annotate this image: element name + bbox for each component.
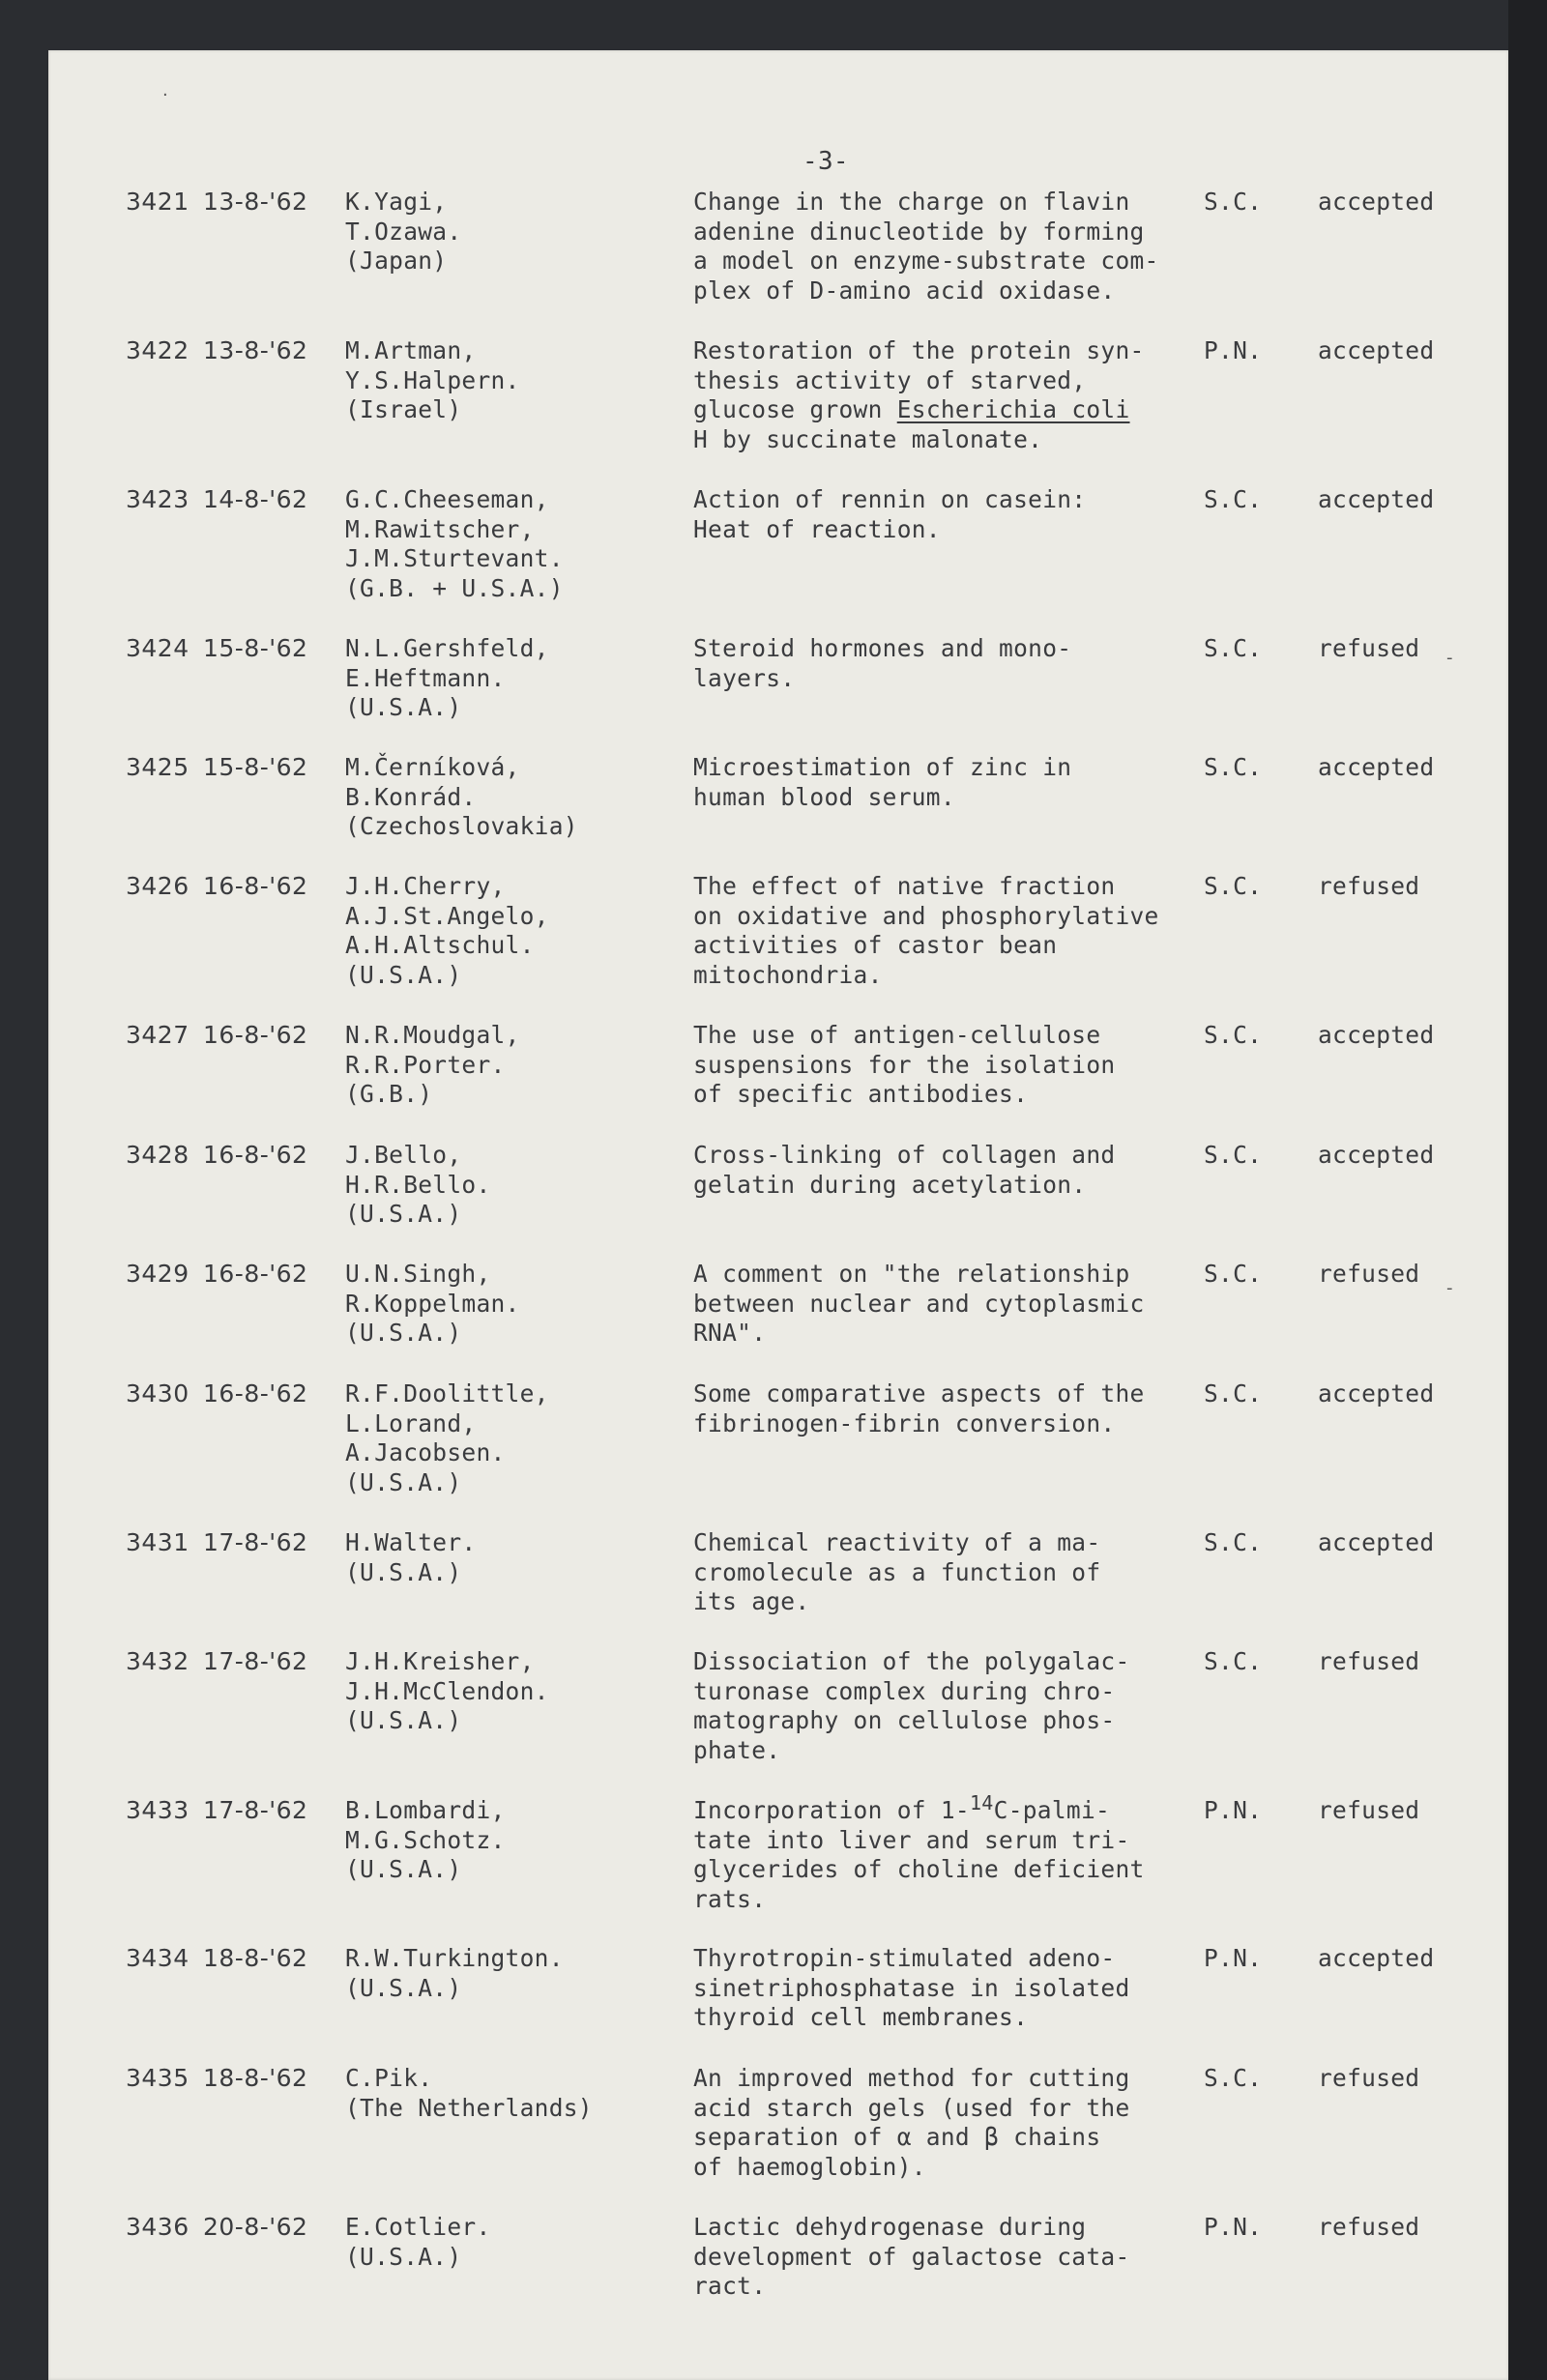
isotope-superscript: 14 xyxy=(969,1790,994,1814)
author-line: L.Lorand, xyxy=(345,1408,477,1437)
entry-date: 16-8-'62 xyxy=(203,1141,308,1169)
entry-authors xyxy=(345,1528,476,1587)
entry-title xyxy=(693,188,1159,305)
title-line: thesis activity of starved, xyxy=(693,365,1087,394)
entry-section-code: S.C. xyxy=(1204,753,1263,781)
title-line: Cross-linking of collagen and xyxy=(693,1141,1116,1169)
document-page xyxy=(48,50,1508,2380)
title-line: cromolecule as a function of xyxy=(693,1557,1101,1586)
title-line: fibrinogen-fibrin conversion. xyxy=(693,1408,1116,1437)
entry-section-code: S.C. xyxy=(1204,1647,1263,1675)
entry-decision: accepted xyxy=(1318,1141,1435,1169)
entry-date: 14-8-'62 xyxy=(203,485,308,513)
title-line: turonase complex during chro- xyxy=(693,1676,1116,1705)
entry-section-code: S.C. xyxy=(1204,485,1263,513)
title-line: rats. xyxy=(693,1884,767,1913)
author-line: J.M.Sturtevant. xyxy=(345,544,564,572)
title-line: Thyrotropin-stimulated adeno- xyxy=(693,1944,1116,1972)
author-line: (Czechoslovakia) xyxy=(345,812,578,840)
entry-number: 3426 xyxy=(126,872,190,900)
title-line: plex of D-amino acid oxidase. xyxy=(693,276,1116,305)
title-line xyxy=(693,1790,1145,1826)
entry-number: 3430 xyxy=(126,1379,190,1408)
entry-title xyxy=(693,2213,1130,2302)
entry-date: 13-8-'62 xyxy=(203,336,308,364)
title-line: mitochondria. xyxy=(693,960,883,989)
author-line: N.L.Gershfeld, xyxy=(345,634,549,662)
entry-date: 18-8-'62 xyxy=(203,1944,308,1972)
entry-section-code: S.C. xyxy=(1204,188,1263,216)
organism-name: Escherichia coli xyxy=(896,395,1130,423)
title-line: A comment on "the relationship xyxy=(693,1260,1130,1288)
title-line: RNA". xyxy=(693,1319,767,1347)
entry-section-code: S.C. xyxy=(1204,1260,1263,1288)
entry-number: 3434 xyxy=(126,1944,190,1972)
entry-decision: refused xyxy=(1318,2064,1420,2092)
author-line: (U.S.A.) xyxy=(345,1557,462,1586)
entry-decision: refused xyxy=(1318,1260,1420,1288)
entry-date: 18-8-'62 xyxy=(203,2064,308,2092)
author-line: (U.S.A.) xyxy=(345,2242,462,2271)
entry-decision: accepted xyxy=(1318,1944,1435,1972)
entry-section-code: P.N. xyxy=(1204,336,1263,364)
author-line: R.Koppelman. xyxy=(345,1289,520,1318)
title-line: its age. xyxy=(693,1587,810,1615)
title-text: Incorporation of 1- xyxy=(693,1796,970,1824)
author-line: R.W.Turkington. xyxy=(345,1944,564,1972)
entry-decision: accepted xyxy=(1318,188,1435,216)
title-line: Lactic dehydrogenase during xyxy=(693,2213,1087,2241)
author-line: R.F.Doolittle, xyxy=(345,1379,549,1408)
title-line: Microestimation of zinc in xyxy=(693,753,1072,781)
author-line: B.Konrád. xyxy=(345,782,477,811)
entry-authors xyxy=(345,634,549,723)
entry-date: 16-8-'62 xyxy=(203,1260,308,1288)
entry-number: 3428 xyxy=(126,1141,190,1169)
entry-section-code: S.C. xyxy=(1204,2064,1263,2092)
author-line: M.G.Schotz. xyxy=(345,1825,506,1854)
author-line: (U.S.A.) xyxy=(345,1200,462,1228)
entry-authors xyxy=(345,1944,564,2003)
entry-authors xyxy=(345,188,461,276)
entry-decision: refused xyxy=(1318,1796,1420,1824)
entry-decision: accepted xyxy=(1318,1021,1435,1049)
author-line: (Japan) xyxy=(345,247,448,275)
entry-section-code: S.C. xyxy=(1204,1379,1263,1408)
title-line: acid starch gels (used for the xyxy=(693,2093,1130,2122)
author-line: M.Černíková, xyxy=(345,753,520,781)
title-line: An improved method for cutting xyxy=(693,2064,1130,2092)
author-line: B.Lombardi, xyxy=(345,1796,506,1824)
entry-decision: accepted xyxy=(1318,336,1435,364)
margin-tick-mark: - xyxy=(1446,1278,1453,1298)
author-line: A.H.Altschul. xyxy=(345,931,535,959)
entry-authors xyxy=(345,2064,593,2123)
title-line: Heat of reaction. xyxy=(693,514,941,543)
entry-decision: refused xyxy=(1318,1647,1420,1675)
title-line: tate into liver and serum tri- xyxy=(693,1825,1130,1854)
entry-date: 15-8-'62 xyxy=(203,634,308,662)
author-line: (The Netherlands) xyxy=(345,2093,593,2122)
entry-title xyxy=(693,1528,1100,1617)
scan-background-edge xyxy=(1508,0,1547,2380)
title-line: phate. xyxy=(693,1735,781,1764)
entry-number: 3431 xyxy=(126,1528,190,1556)
title-line: H by succinate malonate. xyxy=(693,424,1043,453)
entry-title xyxy=(693,1647,1130,1765)
entry-date: 17-8-'62 xyxy=(203,1796,308,1824)
entry-title xyxy=(693,1141,1115,1200)
author-line: A.J.St.Angelo, xyxy=(345,901,549,930)
entry-decision: accepted xyxy=(1318,1528,1435,1556)
entry-title xyxy=(693,872,1159,990)
author-line: H.R.Bello. xyxy=(345,1170,491,1199)
title-line: The use of antigen-cellulose xyxy=(693,1021,1101,1049)
author-line: (U.S.A.) xyxy=(345,1855,462,1883)
entry-decision: refused xyxy=(1318,634,1420,662)
author-line: G.C.Cheeseman, xyxy=(345,485,549,513)
entry-section-code: S.C. xyxy=(1204,1021,1263,1049)
title-line: Dissociation of the polygalac- xyxy=(693,1647,1130,1675)
title-line: Some comparative aspects of the xyxy=(693,1379,1145,1408)
entry-authors xyxy=(345,753,578,842)
author-line: A.Jacobsen. xyxy=(345,1438,506,1466)
entry-authors xyxy=(345,336,520,425)
author-line: E.Cotlier. xyxy=(345,2213,491,2241)
title-line: matography on cellulose phos- xyxy=(693,1706,1116,1734)
entry-number: 3424 xyxy=(126,634,190,662)
author-line: (U.S.A.) xyxy=(345,693,462,721)
entry-date: 16-8-'62 xyxy=(203,1021,308,1049)
entry-title xyxy=(693,1790,1145,1914)
author-line: (U.S.A.) xyxy=(345,1973,462,2002)
entry-authors xyxy=(345,1260,520,1349)
entry-section-code: S.C. xyxy=(1204,872,1263,900)
title-line: gelatin during acetylation. xyxy=(693,1170,1087,1199)
title-line: thyroid cell membranes. xyxy=(693,2003,1029,2031)
author-line: C.Pik. xyxy=(345,2064,433,2092)
title-line: a model on enzyme-substrate com- xyxy=(693,247,1159,275)
author-line: (Israel) xyxy=(345,395,462,423)
author-line: (U.S.A.) xyxy=(345,1319,462,1347)
title-text: C-palmi- xyxy=(993,1796,1111,1824)
margin-tick-mark: - xyxy=(1446,648,1453,668)
entry-date: 15-8-'62 xyxy=(203,753,308,781)
entry-section-code: P.N. xyxy=(1204,1944,1263,1972)
entry-date: 16-8-'62 xyxy=(203,1379,308,1408)
entry-date: 20-8-'62 xyxy=(203,2213,308,2241)
author-line: J.H.McClendon. xyxy=(345,1676,549,1705)
entry-authors xyxy=(345,2213,491,2272)
author-line: (G.B.) xyxy=(345,1080,433,1108)
author-line: K.Yagi, xyxy=(345,188,448,216)
entry-section-code: S.C. xyxy=(1204,634,1263,662)
author-line: J.Bello, xyxy=(345,1141,462,1169)
title-line: separation of α and β chains xyxy=(693,2123,1101,2151)
entry-date: 17-8-'62 xyxy=(203,1528,308,1556)
title-line: Restoration of the protein syn- xyxy=(693,336,1145,364)
author-line: E.Heftmann. xyxy=(345,663,506,692)
title-line: layers. xyxy=(693,663,796,692)
entry-title xyxy=(693,1379,1145,1438)
entry-decision: refused xyxy=(1318,2213,1420,2241)
entry-number: 3423 xyxy=(126,485,190,513)
page-number: -3- xyxy=(803,147,849,176)
author-line: (G.B. + U.S.A.) xyxy=(345,573,564,602)
title-line: sinetriphosphatase in isolated xyxy=(693,1973,1130,2002)
title-line: Action of rennin on casein: xyxy=(693,485,1087,513)
author-line: N.R.Moudgal, xyxy=(345,1021,520,1049)
entry-number: 3425 xyxy=(126,753,190,781)
title-line: Steroid hormones and mono- xyxy=(693,634,1072,662)
title-line: glycerides of choline deficient xyxy=(693,1855,1145,1883)
author-line: M.Rawitscher, xyxy=(345,514,535,543)
title-line: of haemoglobin). xyxy=(693,2152,926,2181)
entry-title xyxy=(693,634,1071,693)
entry-title xyxy=(693,336,1145,454)
author-line: (U.S.A.) xyxy=(345,960,462,989)
author-line: J.H.Cherry, xyxy=(345,872,506,900)
entry-authors xyxy=(345,1379,549,1497)
author-line: R.R.Porter. xyxy=(345,1050,506,1079)
entry-number: 3435 xyxy=(126,2064,190,2092)
author-line: Y.S.Halpern. xyxy=(345,365,520,394)
title-line: activities of castor bean xyxy=(693,931,1058,959)
title-line: ract. xyxy=(693,2272,767,2300)
entry-number: 3422 xyxy=(126,336,190,364)
author-line: J.H.Kreisher, xyxy=(345,1647,535,1675)
entry-number: 3429 xyxy=(126,1260,190,1288)
title-line: Change in the charge on flavin xyxy=(693,188,1130,216)
entry-authors xyxy=(345,485,564,603)
entry-authors xyxy=(345,872,549,990)
author-line: H.Walter. xyxy=(345,1528,477,1556)
entry-authors xyxy=(345,1141,491,1230)
title-line: adenine dinucleotide by forming xyxy=(693,217,1145,246)
title-line: between nuclear and cytoplasmic xyxy=(693,1289,1145,1318)
title-line: Chemical reactivity of a ma- xyxy=(693,1528,1101,1556)
entry-date: 13-8-'62 xyxy=(203,188,308,216)
author-line: M.Artman, xyxy=(345,336,477,364)
entry-date: 16-8-'62 xyxy=(203,872,308,900)
entry-section-code: S.C. xyxy=(1204,1141,1263,1169)
entry-number: 3436 xyxy=(126,2213,190,2241)
entry-section-code: P.N. xyxy=(1204,2213,1263,2241)
title-line: suspensions for the isolation xyxy=(693,1050,1116,1079)
entry-date: 17-8-'62 xyxy=(203,1647,308,1675)
stray-mark: · xyxy=(162,85,168,105)
entry-title xyxy=(693,753,1071,812)
author-line: (U.S.A.) xyxy=(345,1706,462,1734)
entry-decision: refused xyxy=(1318,872,1420,900)
entry-section-code: P.N. xyxy=(1204,1796,1263,1824)
entry-authors xyxy=(345,1796,506,1885)
title-line: human blood serum. xyxy=(693,782,955,811)
entry-title xyxy=(693,1021,1115,1110)
title-line: on oxidative and phosphorylative xyxy=(693,901,1159,930)
author-line: U.N.Singh, xyxy=(345,1260,491,1288)
entry-number: 3433 xyxy=(126,1796,190,1824)
entry-number: 3421 xyxy=(126,188,190,216)
entry-number: 3427 xyxy=(126,1021,190,1049)
title-line: glucose grown Escherichia coli xyxy=(693,395,1130,423)
entry-authors xyxy=(345,1647,549,1736)
entry-decision: accepted xyxy=(1318,1379,1435,1408)
entry-decision: accepted xyxy=(1318,485,1435,513)
entry-title xyxy=(693,1260,1145,1349)
title-line: of specific antibodies. xyxy=(693,1080,1029,1108)
entry-title xyxy=(693,1944,1130,2033)
entry-number: 3432 xyxy=(126,1647,190,1675)
entry-title xyxy=(693,2064,1130,2182)
entry-decision: accepted xyxy=(1318,753,1435,781)
entry-title xyxy=(693,485,1086,544)
entry-section-code: S.C. xyxy=(1204,1528,1263,1556)
author-line: T.Ozawa. xyxy=(345,217,462,246)
entry-authors xyxy=(345,1021,520,1110)
title-line: The effect of native fraction xyxy=(693,872,1116,900)
title-line: development of galactose cata- xyxy=(693,2242,1130,2271)
author-line: (U.S.A.) xyxy=(345,1467,462,1496)
